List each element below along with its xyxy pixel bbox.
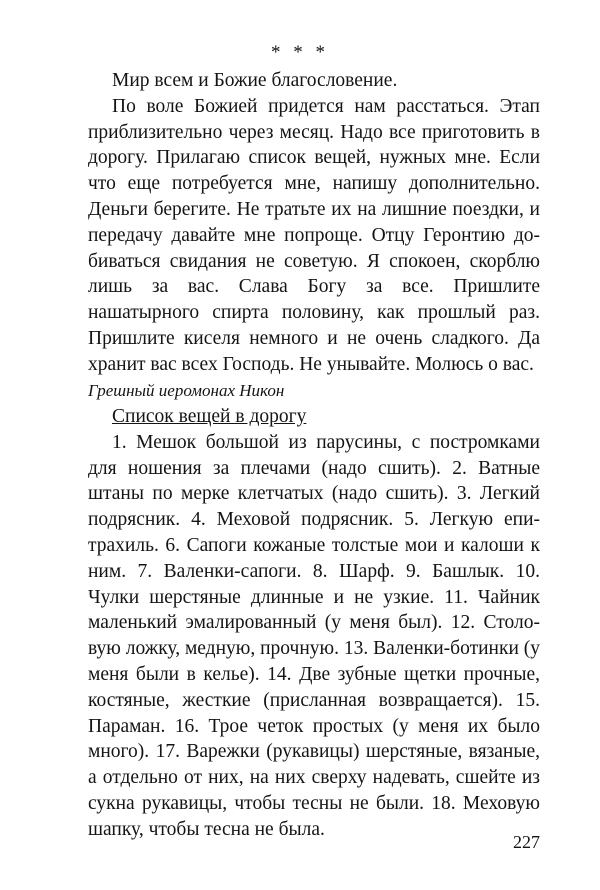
- letter-greeting: Мир всем и Божие благословение.: [112, 70, 398, 91]
- list-title: Список вещей в дорогу: [112, 406, 307, 427]
- letter-signature: Грешный иеромонах Никон: [88, 380, 285, 400]
- list-body: 1. Мешок большой из парусины, с постромками для ношения за плечами (надо сшить). 2. Ватные штаны по мерке клетчатых (надо сшить). 3. Легкий подрясник. 4. Меховой подрясник. 5. Легкую епитрахиль. 6. Сапоги кожаные толстые мои и калоши к ним. 7. Валенки-сапоги. 8. Шарф. 9. Башлык. 10. Чулки шерстяные длинные и не узкие. 11. Чайник маленький эмалированный (у меня был). 12. Столовую ложку, медную, прочную. 13. Валенки-ботинки (у меня были в келье). 14. Две зубные щетки прочные, костяные, жесткие (присланная возвращается). 15. Параман. 16. Трое четок простых (у меня их было много). 17. Варежки (рукавицы) шерстяные, вязаные, а отдельно от них, на них сверху надевать, сшейте из сукна рукавицы, чтобы тесны не были. 18. Меховую шапку, чтобы тесна не была.: [88, 431, 540, 840]
- items-list: [88, 404, 540, 843]
- section-separator: * * *: [271, 42, 329, 63]
- letter: [88, 68, 540, 403]
- letter-body: По воле Божией придется нам расстаться. Этап приблизительно через месяц. Надо все приготовить в дорогу. Прилагаю список вещей, нужных мне. Если что еще потребуется мне, напишу дополнительно. Деньги берегите. Не тратьте их на лишние поездки, и передачу давайте мне попроще. Отцу Геронтию добиваться свидания не советую. Я спокоен, скорблю лишь за вас. Слава Богу за все. Пришлите нашатырного спирта половину, как прошлый раз. Пришлите киселя немного и не очень сладкого. Да хранит вас всех Господь. Не унывайте. Молюсь о вас.: [88, 95, 540, 375]
- page-number: 227: [513, 832, 540, 852]
